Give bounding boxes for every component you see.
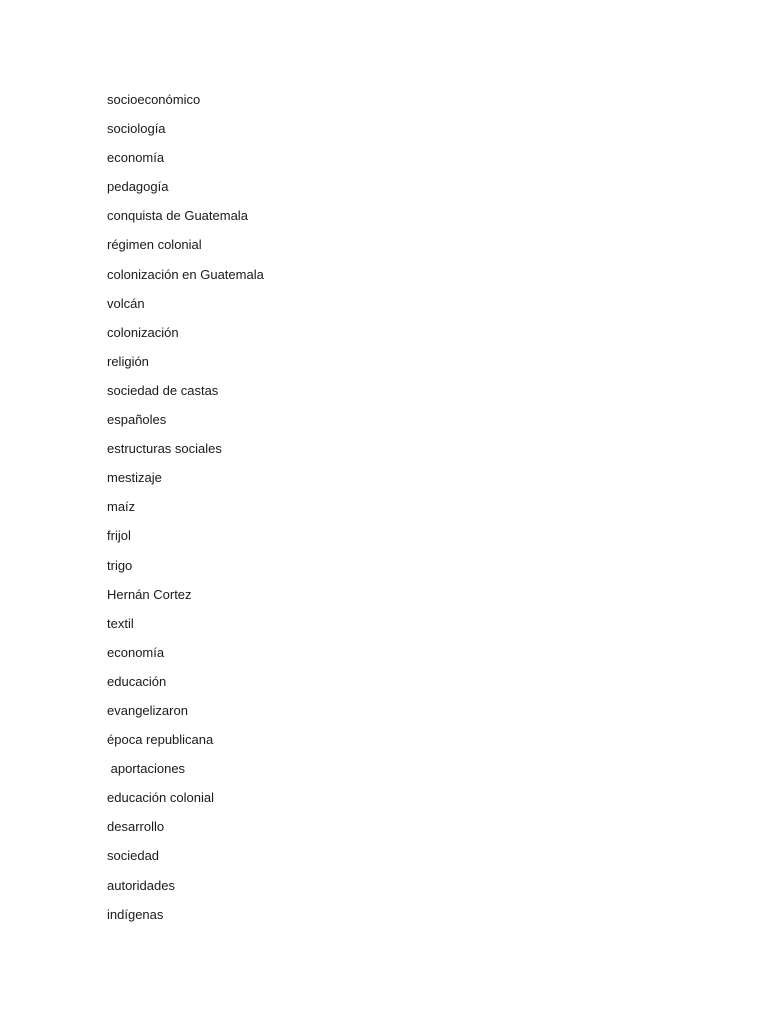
list-item: frijol: [107, 528, 131, 544]
list-item: conquista de Guatemala: [107, 208, 248, 224]
list-item: mestizaje: [107, 470, 162, 486]
list-item: aportaciones: [107, 761, 186, 777]
list-item: religión: [107, 353, 149, 369]
list-item: economía: [107, 150, 165, 166]
list-item: época republicana: [107, 732, 214, 748]
list-item: españoles: [107, 412, 167, 428]
list-item: educación: [107, 673, 167, 689]
list-item: desarrollo: [107, 819, 165, 835]
list-item: colonización en Guatemala: [107, 266, 264, 282]
list-item: sociología: [107, 121, 166, 137]
list-item: autoridades: [107, 877, 175, 893]
list-item: estructuras sociales: [107, 441, 222, 457]
list-item: maíz: [107, 499, 136, 515]
list-item: indígenas: [107, 906, 164, 922]
list-item: evangelizaron: [107, 702, 188, 718]
list-item: pedagogía: [107, 179, 169, 195]
list-item: volcán: [107, 295, 145, 311]
list-item: trigo: [107, 557, 133, 573]
word-list: [107, 90, 264, 934]
list-item: sociedad: [107, 848, 160, 864]
list-item: educación colonial: [107, 790, 214, 806]
list-item: Hernán Cortez: [107, 586, 192, 602]
list-item: régimen colonial: [107, 237, 202, 253]
list-item: textil: [107, 615, 134, 631]
list-item: socioeconómico: [107, 92, 201, 107]
list-item: economía: [107, 644, 165, 660]
list-item: colonización: [107, 324, 179, 340]
list-item: sociedad de castas: [107, 382, 219, 398]
